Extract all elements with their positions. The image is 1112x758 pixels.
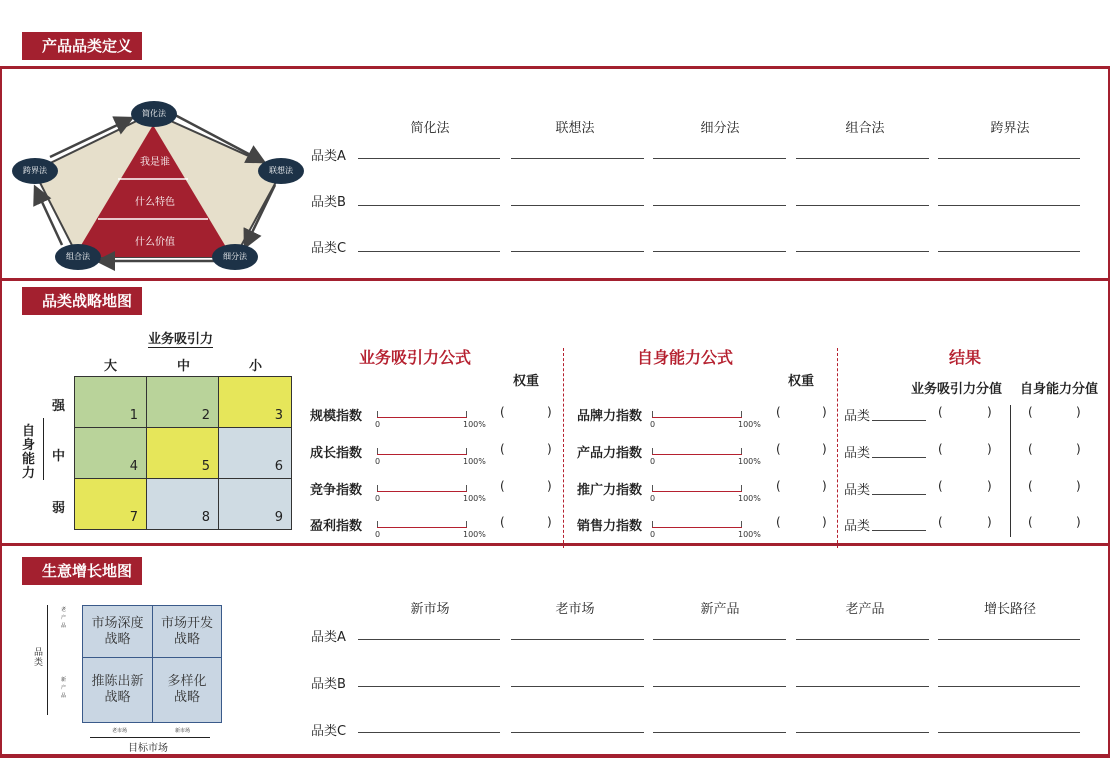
score-paren-close: ) (987, 515, 992, 529)
matrix-cell: 2 (146, 376, 219, 428)
matrix-cell: 6 (218, 427, 292, 479)
ansoff-y-tick: 新产品 (61, 677, 67, 699)
attract-metric-label: 竞争指数 (310, 483, 363, 498)
ability-metric-label: 推广力指数 (577, 483, 643, 498)
s3-blank-line[interactable] (511, 686, 644, 687)
ansoff-y-label: 品类 (34, 648, 44, 668)
attract-weight-label: 权重 (513, 374, 540, 389)
scale-high-label: 100% (738, 457, 761, 466)
s3-blank-line[interactable] (358, 639, 500, 640)
weight-paren-close: ) (822, 442, 827, 456)
weight-paren-close: ) (547, 515, 552, 529)
section3-frame (2, 543, 1108, 546)
divider (563, 348, 564, 548)
attract-scale[interactable] (377, 481, 467, 492)
scale-low-label: 0 (650, 420, 656, 429)
matrix-row-label: 强 (52, 399, 66, 414)
ability-weight-label: 权重 (788, 374, 815, 389)
ansoff-cell: 推陈出新 战略 (82, 657, 153, 723)
scale-low-label: 0 (375, 494, 381, 503)
scale-high-label: 100% (463, 530, 486, 539)
s3-row-label: 品类A (311, 630, 346, 645)
s1-blank-line[interactable] (796, 158, 929, 159)
s1-blank-line[interactable] (511, 205, 644, 206)
matrix-col-label: 大 (104, 359, 118, 374)
s3-blank-line[interactable] (796, 639, 929, 640)
ability-scale[interactable] (652, 517, 742, 528)
scale-low-label: 0 (375, 457, 381, 466)
s3-row-label: 品类C (311, 724, 347, 739)
weight-paren-open: ( (500, 405, 505, 419)
section1-frame-right (1108, 66, 1110, 278)
s1-col-header: 组合法 (845, 121, 885, 136)
weight-paren-open: ( (776, 442, 781, 456)
matrix-side-label: 自身能力 (22, 424, 36, 481)
s3-col-header: 增长路径 (983, 602, 1036, 617)
matrix-cell: 3 (218, 376, 292, 428)
section3-frame-right (1108, 543, 1110, 758)
s3-blank-line[interactable] (938, 686, 1080, 687)
attract-formula-title: 业务吸引力公式 (358, 348, 471, 367)
weight-paren-open: ( (500, 515, 505, 529)
weight-paren-open: ( (776, 405, 781, 419)
s3-blank-line[interactable] (511, 732, 644, 733)
scale-low-label: 0 (650, 457, 656, 466)
weight-paren-open: ( (776, 479, 781, 493)
score-paren-open: ( (938, 479, 943, 493)
s1-blank-line[interactable] (511, 158, 644, 159)
s1-row-label: 品类B (311, 195, 346, 210)
s3-col-header: 新产品 (700, 602, 740, 617)
weight-paren-close: ) (822, 479, 827, 493)
divider (837, 348, 838, 548)
score-paren-open: ( (938, 405, 943, 419)
result-col1: 业务吸引力分值 (911, 382, 1003, 397)
section1-title: 产品品类定义 (22, 32, 142, 60)
score-paren-close: ) (1076, 405, 1081, 419)
score-paren-open: ( (938, 442, 943, 456)
result-row-label: 品类 (844, 483, 871, 498)
pyramid-level-3: 什么价值 (135, 237, 175, 248)
s3-blank-line[interactable] (653, 686, 786, 687)
scale-high-label: 100% (463, 457, 486, 466)
weight-paren-open: ( (776, 515, 781, 529)
scale-low-label: 0 (650, 530, 656, 539)
matrix-col-label: 中 (177, 359, 191, 374)
weight-paren-open: ( (500, 442, 505, 456)
s1-row-label: 品类A (311, 149, 346, 164)
s1-blank-line[interactable] (653, 158, 786, 159)
section2-title: 品类战略地图 (22, 287, 142, 315)
s1-col-header: 简化法 (410, 121, 450, 136)
score-paren-open: ( (1028, 515, 1033, 529)
attract-scale[interactable] (377, 444, 467, 455)
matrix-cell: 1 (74, 376, 147, 428)
result-row-label: 品类 (844, 409, 871, 424)
result-name-blank[interactable] (872, 457, 926, 458)
section3-frame-left (0, 543, 2, 758)
matrix-cell: 7 (74, 478, 147, 530)
matrix-cell: 5 (146, 427, 219, 479)
s1-col-header: 跨界法 (990, 121, 1030, 136)
s1-blank-line[interactable] (358, 251, 500, 252)
s1-blank-line[interactable] (938, 205, 1080, 206)
matrix-col-label: 小 (249, 359, 263, 374)
attract-metric-label: 规模指数 (310, 409, 363, 424)
score-paren-open: ( (938, 515, 943, 529)
s1-blank-line[interactable] (938, 251, 1080, 252)
weight-paren-close: ) (547, 442, 552, 456)
scale-low-label: 0 (375, 530, 381, 539)
matrix-cell: 4 (74, 427, 147, 479)
s1-blank-line[interactable] (653, 251, 786, 252)
s3-blank-line[interactable] (653, 639, 786, 640)
s1-row-label: 品类C (311, 241, 347, 256)
matrix-cell: 9 (218, 478, 292, 530)
node-xifen: 细分法 (212, 244, 258, 270)
matrix-top-label: 业务吸引力 (148, 328, 213, 348)
s3-blank-line[interactable] (938, 732, 1080, 733)
ansoff-x-axis (90, 737, 210, 738)
result-row-label: 品类 (844, 446, 871, 461)
s3-blank-line[interactable] (796, 686, 929, 687)
node-zuhe: 组合法 (55, 244, 101, 270)
matrix-row-label: 弱 (52, 501, 66, 516)
ability-scale[interactable] (652, 444, 742, 455)
ansoff-cell: 多样化 战略 (152, 657, 222, 723)
weight-paren-close: ) (547, 405, 552, 419)
result-name-blank[interactable] (872, 494, 926, 495)
node-jianhua: 简化法 (131, 101, 177, 127)
ability-scale[interactable] (652, 407, 742, 418)
section3-title: 生意增长地图 (22, 557, 142, 585)
scale-high-label: 100% (463, 420, 486, 429)
result-divider (1010, 405, 1011, 537)
section1-frame (2, 66, 1108, 69)
ansoff-cell: 市场开发 战略 (152, 605, 222, 658)
matrix-cell: 8 (146, 478, 219, 530)
ansoff-x-label: 目标市场 (128, 743, 168, 754)
result-col2: 自身能力分值 (1020, 382, 1099, 397)
ansoff-y-axis (47, 605, 48, 715)
score-paren-open: ( (1028, 479, 1033, 493)
attract-metric-label: 成长指数 (310, 446, 363, 461)
score-paren-close: ) (987, 479, 992, 493)
attract-scale[interactable] (377, 407, 467, 418)
s3-blank-line[interactable] (796, 732, 929, 733)
scale-high-label: 100% (463, 494, 486, 503)
score-paren-close: ) (987, 405, 992, 419)
attract-metric-label: 盈利指数 (310, 519, 363, 534)
section3-frame-bottom (2, 754, 1108, 758)
ability-metric-label: 产品力指数 (577, 446, 643, 461)
scale-high-label: 100% (738, 494, 761, 503)
pyramid-level-1: 我是谁 (140, 157, 170, 168)
score-paren-close: ) (987, 442, 992, 456)
score-paren-close: ) (1076, 479, 1081, 493)
attract-scale[interactable] (377, 517, 467, 528)
weight-paren-open: ( (500, 479, 505, 493)
matrix-side-line (43, 418, 44, 480)
weight-paren-close: ) (547, 479, 552, 493)
s1-col-header: 联想法 (555, 121, 595, 136)
s1-blank-line[interactable] (796, 251, 929, 252)
node-lianxiang: 联想法 (258, 158, 304, 184)
ability-formula-title: 自身能力公式 (636, 348, 733, 367)
ansoff-y-tick: 老产品 (61, 607, 67, 629)
s3-row-label: 品类B (311, 677, 346, 692)
ansoff-x-tick: 新市场 (175, 728, 191, 734)
s3-blank-line[interactable] (938, 639, 1080, 640)
weight-paren-close: ) (822, 515, 827, 529)
result-row-label: 品类 (844, 519, 871, 534)
pyramid-level-2: 什么特色 (135, 197, 175, 208)
score-paren-close: ) (1076, 442, 1081, 456)
result-name-blank[interactable] (872, 420, 926, 421)
s3-blank-line[interactable] (358, 732, 500, 733)
score-paren-open: ( (1028, 442, 1033, 456)
s1-blank-line[interactable] (511, 251, 644, 252)
score-paren-open: ( (1028, 405, 1033, 419)
scale-low-label: 0 (650, 494, 656, 503)
matrix-row-label: 中 (52, 449, 66, 464)
ability-metric-label: 品牌力指数 (577, 409, 643, 424)
score-paren-close: ) (1076, 515, 1081, 529)
s3-col-header: 老市场 (555, 602, 595, 617)
s1-blank-line[interactable] (938, 158, 1080, 159)
scale-high-label: 100% (738, 530, 761, 539)
ability-scale[interactable] (652, 481, 742, 492)
node-kuajie: 跨界法 (12, 158, 58, 184)
ansoff-x-tick: 老市场 (112, 728, 128, 734)
scale-low-label: 0 (375, 420, 381, 429)
s3-col-header: 新市场 (410, 602, 450, 617)
ansoff-cell: 市场深度 战略 (82, 605, 153, 658)
result-name-blank[interactable] (872, 530, 926, 531)
s1-blank-line[interactable] (358, 205, 500, 206)
s1-blank-line[interactable] (653, 205, 786, 206)
s1-blank-line[interactable] (358, 158, 500, 159)
ability-metric-label: 销售力指数 (577, 519, 643, 534)
section2-frame-right (1108, 278, 1110, 543)
s3-blank-line[interactable] (511, 639, 644, 640)
result-title: 结果 (948, 348, 981, 367)
weight-paren-close: ) (822, 405, 827, 419)
scale-high-label: 100% (738, 420, 761, 429)
section2-frame (2, 278, 1108, 281)
s3-blank-line[interactable] (358, 686, 500, 687)
s1-col-header: 细分法 (700, 121, 740, 136)
s1-blank-line[interactable] (796, 205, 929, 206)
section2-frame-left (0, 278, 2, 543)
s3-col-header: 老产品 (845, 602, 885, 617)
s3-blank-line[interactable] (653, 732, 786, 733)
